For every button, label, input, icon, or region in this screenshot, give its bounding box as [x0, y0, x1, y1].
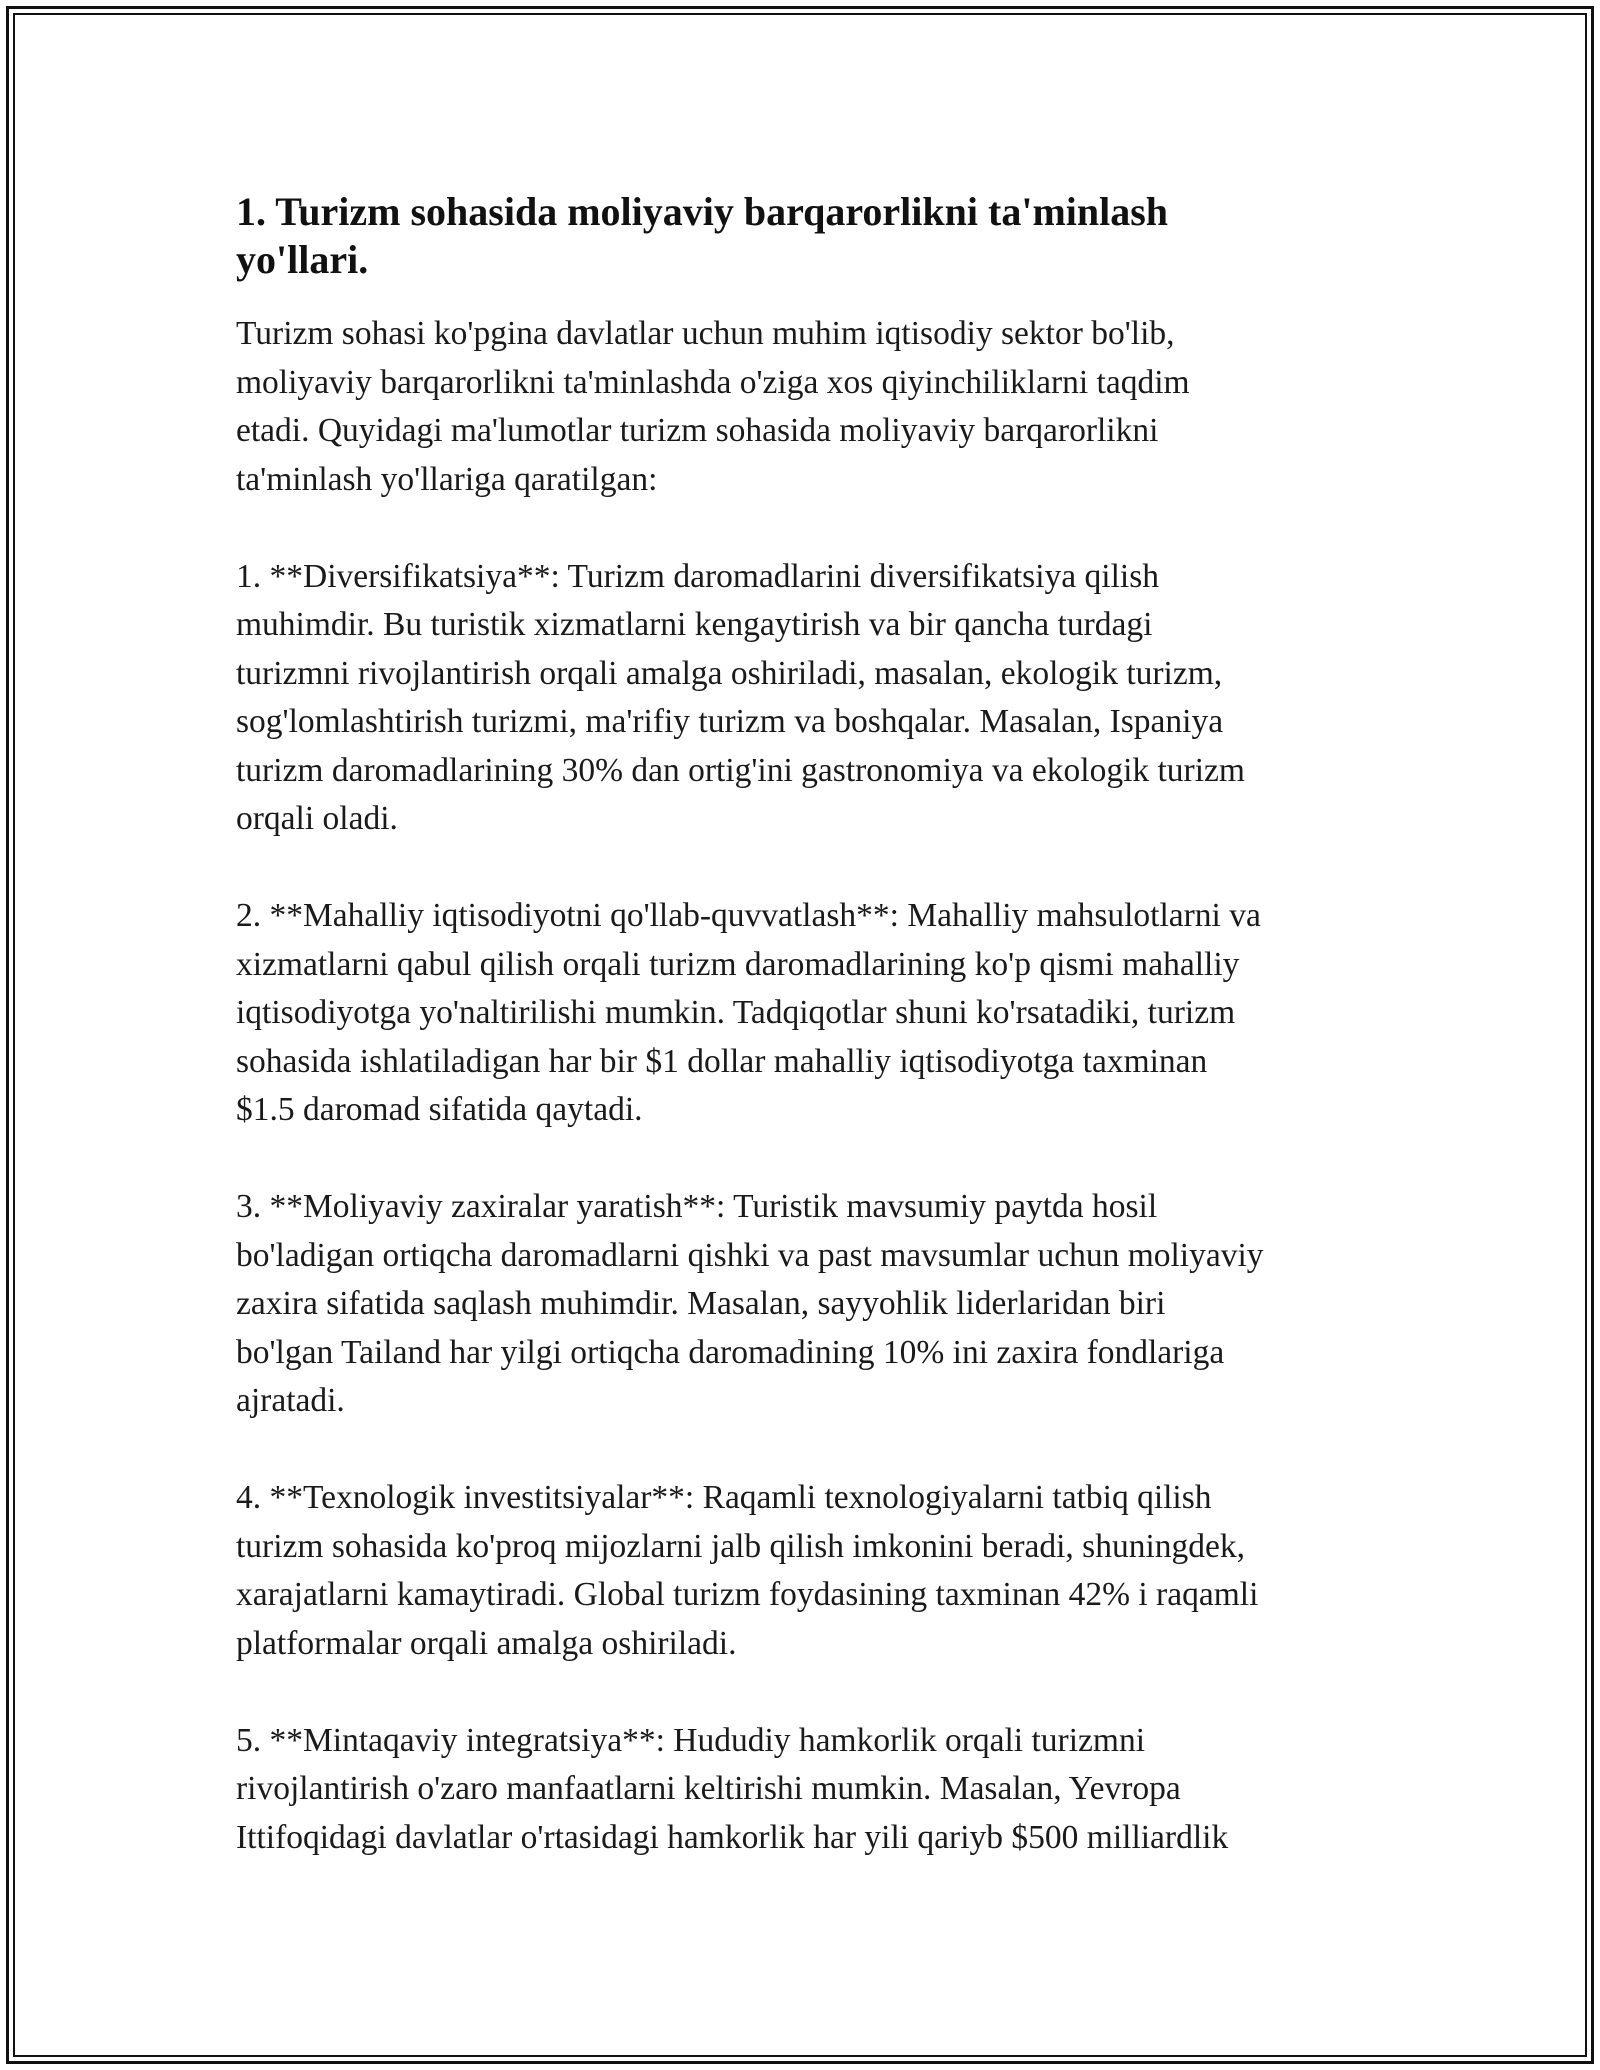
title-line: yo'llari.	[236, 237, 369, 282]
text-line: xizmatlarni qabul qilish orqali turizm daromadlarining ko'p qismi mahalliy	[236, 945, 1240, 983]
text-line: 2. **Mahalliy iqtisodiyotni qo'llab-quvvatlash**: Mahalliy mahsulotlarni va	[236, 897, 1261, 934]
text-line: Ittifoqidagi davlatlar o'rtasidagi hamkorlik har yili qariyb $500 milliardlik	[236, 1818, 1229, 1856]
text-line: $1.5 daromad sifatida qaytadi.	[236, 1091, 643, 1128]
text-line: 3. **Moliyaviy zaxiralar yaratish**: Turistik mavsumiy paytda hosil	[236, 1188, 1158, 1225]
list-item-mintaqaviy-integratsiya	[236, 1717, 1376, 1863]
list-item-mahalliy-iqtisodiyot	[236, 892, 1376, 1135]
text-line: sog'lomlashtirish turizmi, ma'rifiy turizm va boshqalar. Masalan, Ispaniya	[236, 703, 1224, 740]
document-body	[236, 188, 1376, 1911]
text-line: muhimdir. Bu turistik xizmatlarni kengaytirish va bir qancha turdagi	[236, 606, 1153, 643]
text-line: rivojlantirish o'zaro manfaatlarni keltirishi mumkin. Masalan, Yevropa	[236, 1770, 1181, 1807]
text-line: 5. **Mintaqaviy integratsiya**: Hududiy hamkorlik orqali turizmni	[236, 1721, 1145, 1759]
text-line: bo'lgan Tailand har yilgi ortiqcha daromadining 10% ini zaxira fondlariga	[236, 1333, 1225, 1371]
list-item-moliyaviy-zaxiralar	[236, 1183, 1376, 1426]
text-line: orqali oladi.	[236, 800, 398, 837]
text-line: turizm daromadlarining 30% dan ortig'ini gastronomiya va ekologik turizm	[236, 751, 1245, 789]
text-line: 4. **Texnologik investitsiyalar**: Raqamli texnologiyalarni tatbiq qilish	[236, 1479, 1212, 1516]
text-line: platformalar orqali amalga oshiriladi.	[236, 1624, 737, 1662]
list-item-texnologik-investitsiyalar	[236, 1474, 1376, 1668]
text-line: turizm sohasida ko'proq mijozlarni jalb qilish imkonini beradi, shuningdek,	[236, 1527, 1246, 1565]
text-line: xarajatlarni kamaytiradi. Global turizm foydasining taxminan 42% i raqamli	[236, 1576, 1259, 1613]
text-line: moliyaviy barqarorlikni ta'minlashda o'ziga xos qiyinchiliklarni taqdim	[236, 363, 1190, 401]
text-line: zaxira sifatida saqlash muhimdir. Masalan, sayyohlik liderlaridan biri	[236, 1285, 1166, 1322]
text-line: turizmni rivojlantirish orqali amalga oshiriladi, masalan, ekologik turizm,	[236, 654, 1223, 692]
text-line: Turizm sohasi ko'pgina davlatlar uchun muhim iqtisodiy sektor bo'lib,	[236, 315, 1175, 352]
text-line: bo'ladigan ortiqcha daromadlarni qishki va past mavsumlar uchun moliyaviy	[236, 1236, 1264, 1274]
title-line: 1. Turizm sohasida moliyaviy barqarorlikni ta'minlash	[236, 189, 1169, 234]
text-line: ta'minlash yo'llariga qaratilgan:	[236, 460, 658, 498]
intro-paragraph	[236, 310, 1376, 504]
text-line: ajratadi.	[236, 1382, 345, 1419]
document-title	[236, 188, 1376, 284]
text-line: iqtisodiyotga yo'naltirilishi mumkin. Tadqiqotlar shuni ko'rsatadiki, turizm	[236, 994, 1236, 1031]
list-item-diversifikatsiya	[236, 553, 1376, 844]
text-line: sohasida ishlatiladigan har bir $1 dollar mahalliy iqtisodiyotga taxminan	[236, 1042, 1208, 1080]
text-line: etadi. Quyidagi ma'lumotlar turizm sohasida moliyaviy barqarorlikni	[236, 412, 1159, 449]
text-line: 1. **Diversifikatsiya**: Turizm daromadlarini diversifikatsiya qilish	[236, 557, 1159, 595]
